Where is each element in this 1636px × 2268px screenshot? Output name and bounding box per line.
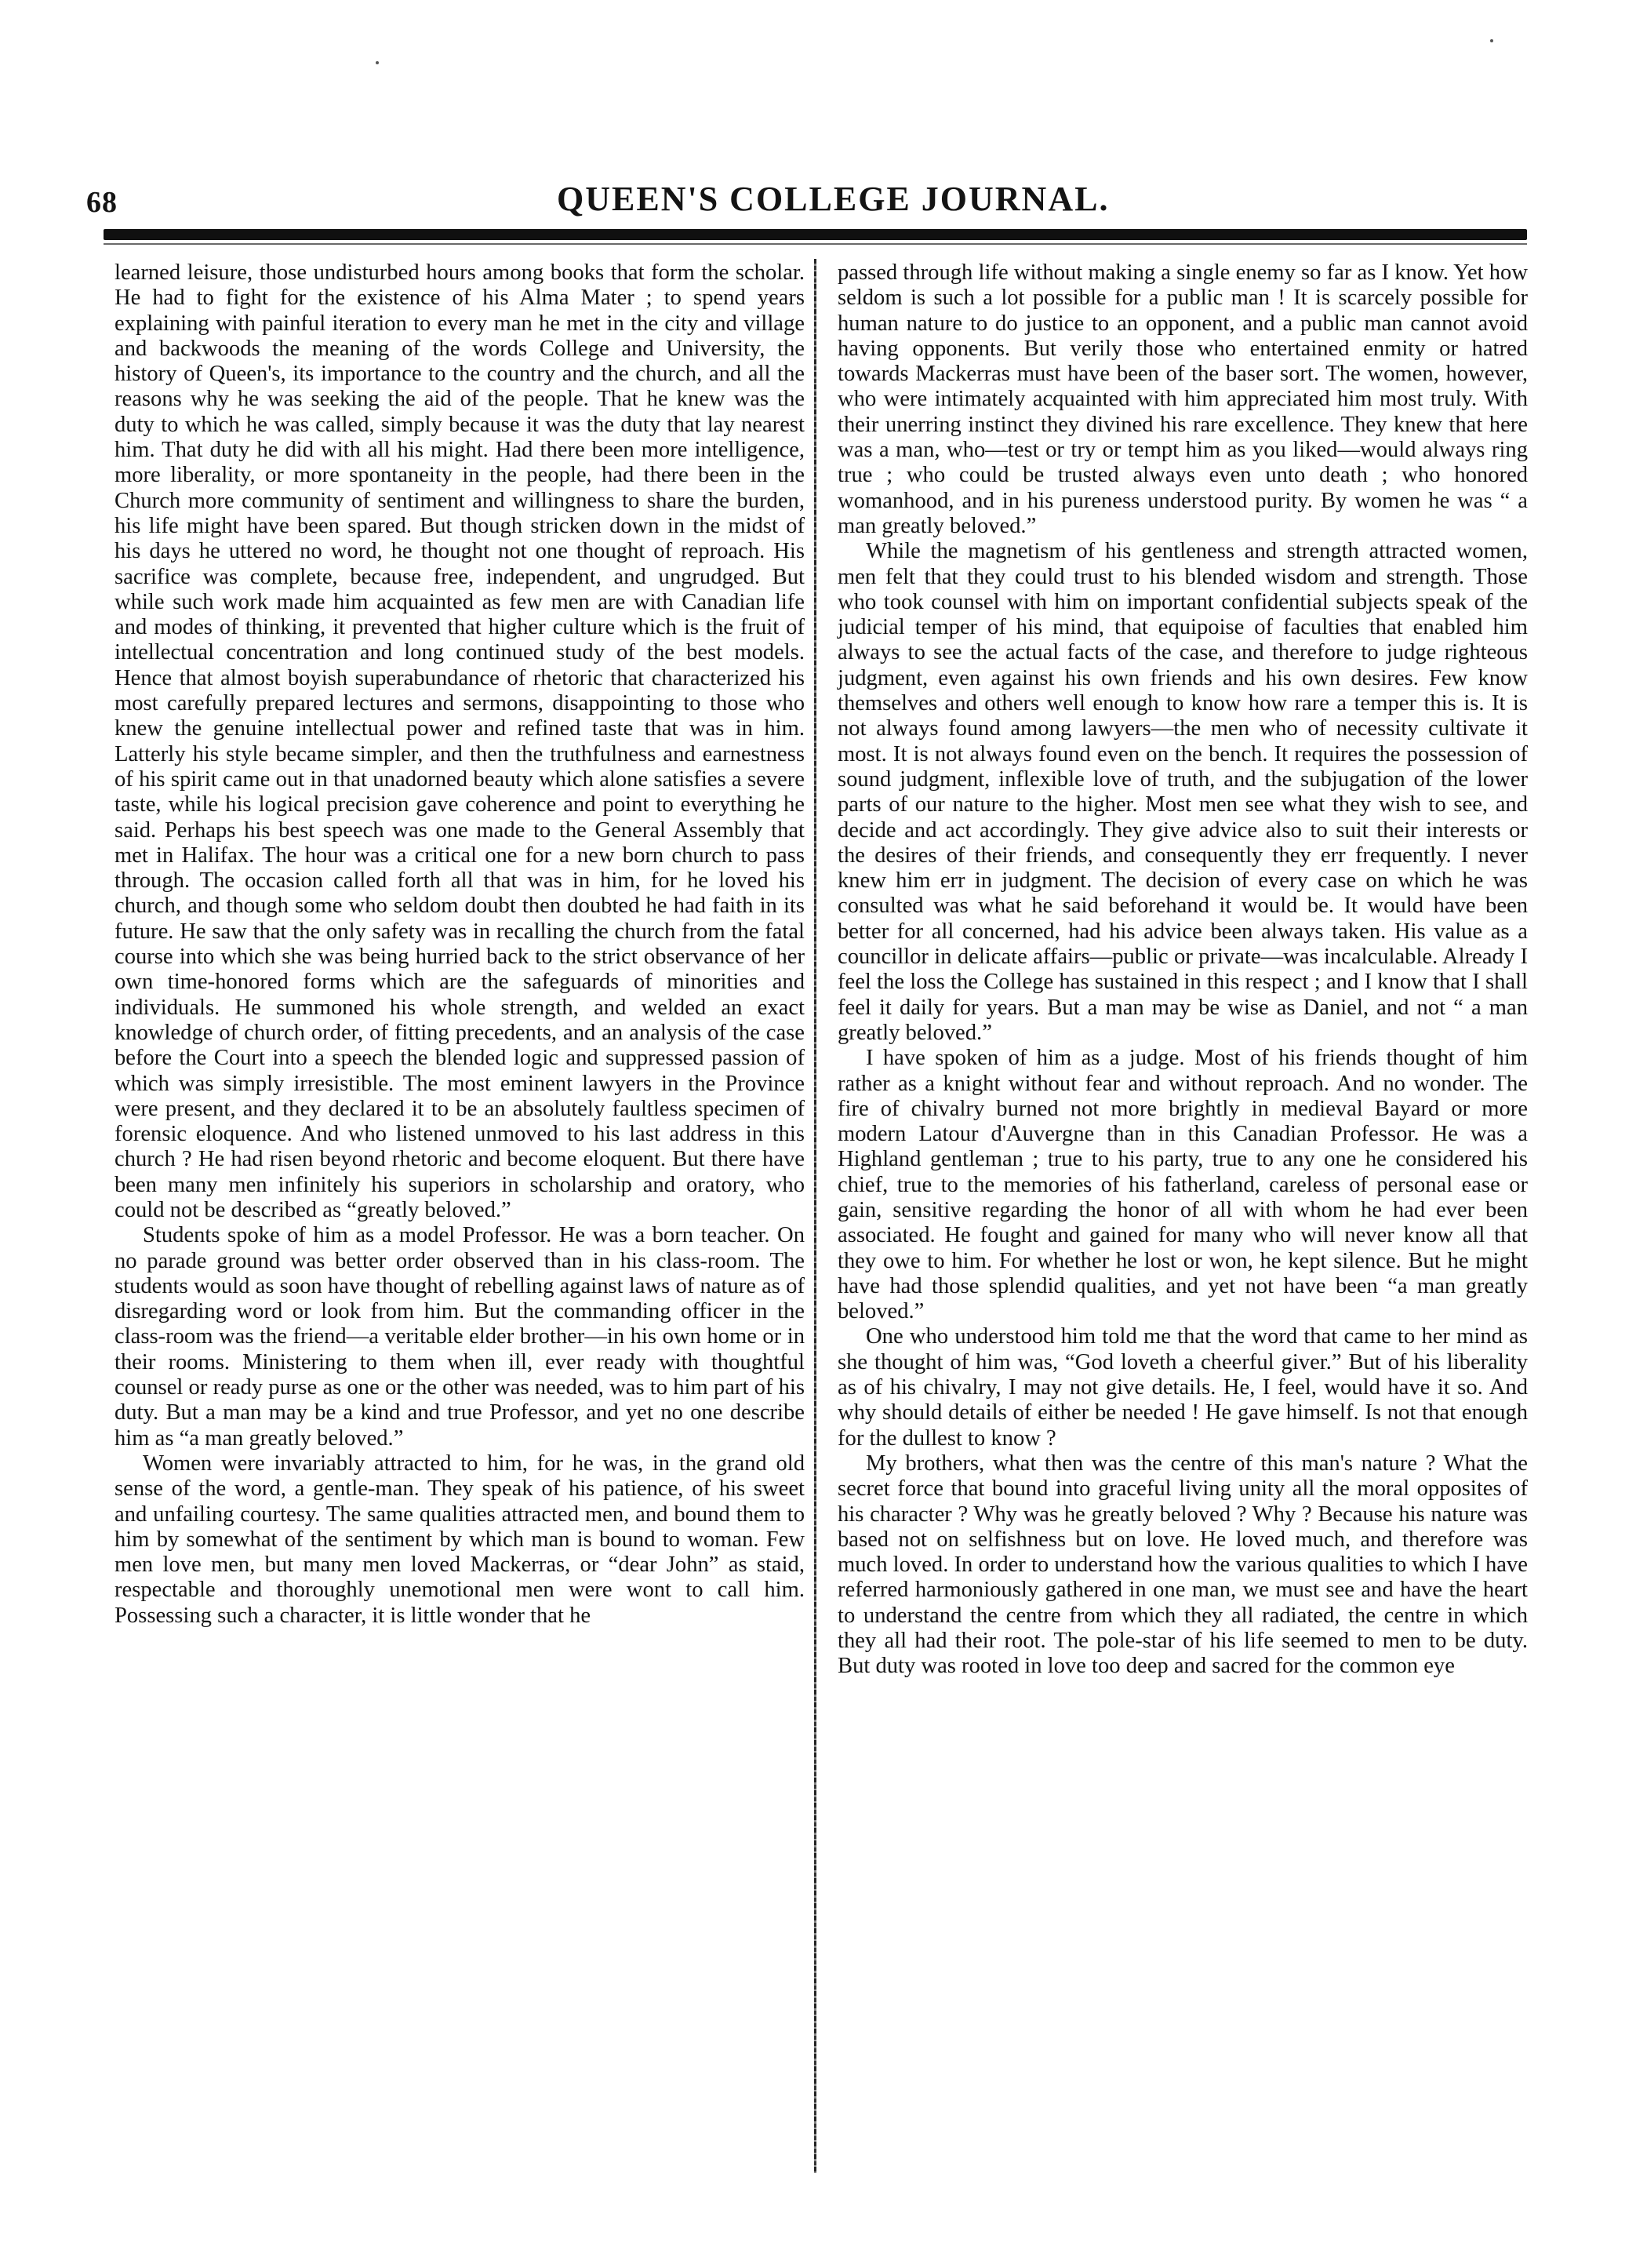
header-rule-thin [104,243,1527,245]
paragraph: While the magnetism of his gentleness and strength attracted women, men felt that they could trust to his blended wisdom and strength. Those who took counsel with him on important confidential subjects speak of the judicial temper of his mind, that equipoise of faculties that enabled him always to see the actual facts of the case, and therefore to judge righteous judgment, even against his own friends and his own desires. Few know themselves and others well enough to know how rare a temper this is. It is not always found among lawyers—the men who of necessity cultivate it most. It is not always found even on the bench. It requires the possession of sound judgment, inflexible love of truth, and the subjugation of the lower parts of our nature to the higher. Most men see what they wish to see, and decide and act accordingly. They give advice also to suit their interests or the desires of their friends, and consequently they err frequently. I never knew him err in judgment. The decision of every case on which he was consulted was what he said beforehand it would be. It would have been better for all concerned, had his advice been always taken. His value as a councillor in delicate affairs—public or private—was incalculable. Already I feel the loss the College has sustained in this respect ; and I know that I shall feel it daily for years. But a man may be wise as Daniel, and not “ a man greatly beloved.” [838,539,1528,1045]
page-header [86,179,1529,226]
paragraph: learned leisure, those undisturbed hours among books that form the scholar. He had to fight for the existence of his Alma Mater ; to spend years explaining with painful iteration to every man he met in the city and village and backwoods the meaning of the words College and University, the history of Queen's, its importance to the country and the church, and all the reasons why he was seeking the aid of the people. That he knew was the duty to which he was called, simply because it was the duty that lay nearest him. That duty he did with all his might. Had there been more intelligence, more liberality, or more spontaneity in the people, had there been in the Church more community of sentiment and willingness to share the burden, his life might have been spared. But though stricken down in the midst of his days he uttered no word, he thought not one thought of reproach. His sacrifice was complete, because free, independent, and ungrudged. But while such work made him acquainted as few men are with Canadian life and modes of thinking, it prevented that higher culture which is the fruit of intellectual concentration and long continued study of the best models. Hence that almost boyish superabundance of rhetoric that characterized his most carefully prepared lectures and sermons, disappointing to those who knew the genuine intellectual power and refined taste that was in him. Latterly his style became simpler, and then the truthfulness and earnestness of his spirit came out in that unadorned beauty which alone satisfies a severe taste, while his logical precision gave coherence and point to everything he said. Perhaps his best speech was one made to the General Assembly that met in Halifax. The hour was a critical one for a new born church to pass through. The occasion called forth all that was in him, for he loved his church, and though some who seldom doubt then doubted he had faith in its future. He saw that the only safety was in recalling the church from the fatal course into which she was being hurried back to the strict observance of her own time-honored forms which are the safeguards of minorities and individuals. He summoned his whole strength, and welded an exact knowledge of church order, of fitting precedents, and an analysis of the case before the Court into a speech the blended logic and suppressed passion of which was simply irresistible. The most eminent lawyers in the Province were present, and they declared it to be an absolutely faultless specimen of forensic eloquence. And who listened unmoved to his last address in this church ? He had risen beyond rhetoric and become eloquent. But there have been many men infinitely his superiors in scholarship and oratory, who could not be described as “greatly beloved.” [115,260,805,1222]
header-rule [104,229,1527,240]
column-divider [814,259,816,2173]
paragraph: I have spoken of him as a judge. Most of his friends thought of him rather as a knight without fear and without reproach. And no wonder. The fire of chivalry burned not more brightly in medieval Bayard or more modern Latour d'Auvergne than in this Canadian Professor. He was a Highland gentleman ; true to his party, true to any one he considered his chief, true to the memories of his fatherland, careless of personal ease or gain, sensitive regarding the honor of all with whom he had ever been associated. He fought and gained for many who will never know all that they owe to him. For whether he lost or won, he kept silence. But he might have had those splendid qualities, and yet not have been “a man greatly beloved.” [838,1046,1528,1324]
right-column [838,260,1528,1680]
ink-speck [1490,39,1493,42]
paragraph: passed through life without making a single enemy so far as I know. Yet how seldom is such a lot possible for a public man ! It is scarcely possible for human nature to do justice to an opponent, and a public man cannot avoid having opponents. But verily those who entertained enmity or hatred towards Mackerras must have been of the baser sort. The women, however, who were intimately acquainted with him appreciated him most truly. With their unerring instinct they divined his rare excellence. They knew that here was a man, who—test or try or tempt him as you liked—would always ring true ; who could be trusted always even unto death ; who honored womanhood, and in his pureness understood purity. By women he was “ a man greatly beloved.” [838,260,1528,538]
paragraph: Students spoke of him as a model Professor. He was a born teacher. On no parade ground was better order observed than in his class-room. The students would as soon have thought of rebelling against laws of nature as of disregarding word or look from him. But the commanding officer in the class-room was the friend—a veritable elder brother—in his own home or in their rooms. Ministering to them when ill, ever ready with thoughtful counsel or ready purse as one or the other was needed, was to him part of his duty. But a man may be a kind and true Professor, and yet no one describe him as “a man greatly beloved.” [115,1223,805,1451]
paragraph: Women were invariably attracted to him, for he was, in the grand old sense of the word, a gentle-man. They speak of his patience, of his sweet and unfailing courtesy. The same qualities attracted men, and bound them to him by somewhat of the sentiment by which man is bound to woman. Few men love men, but many men loved Mackerras, or “dear John” as staid, respectable and thoroughly unemotional men were wont to call him. Possessing such a character, it is little wonder that he [115,1451,805,1628]
page-number: 68 [86,186,118,219]
paragraph: One who understood him told me that the word that came to her mind as she thought of him was, “God loveth a cheerful giver.” But of his liberality as of his chivalry, I may not give details. He, I feel, would have it so. And why should details of either be needed ! He gave himself. Is not that enough for the dullest to know ? [838,1324,1528,1451]
left-column [115,260,805,1629]
paragraph: My brothers, what then was the centre of this man's nature ? What the secret force that bound into graceful living unity all the moral opposites of his character ? Why was he greatly beloved ? Why ? Because his nature was based not on selfishness but on love. He loved much, and therefore was much loved. In order to understand how the various qualities to which I have referred harmoniously gathered in one man, we must see and have the heart to understand the centre from which they all radiated, the centre in which they all had their root. The pole-star of his life seemed to men to be duty. But duty was rooted in love too deep and sacred for the common eye [838,1451,1528,1679]
ink-speck [376,61,379,64]
journal-title: QUEEN'S COLLEGE JOURNAL. [557,180,1110,218]
